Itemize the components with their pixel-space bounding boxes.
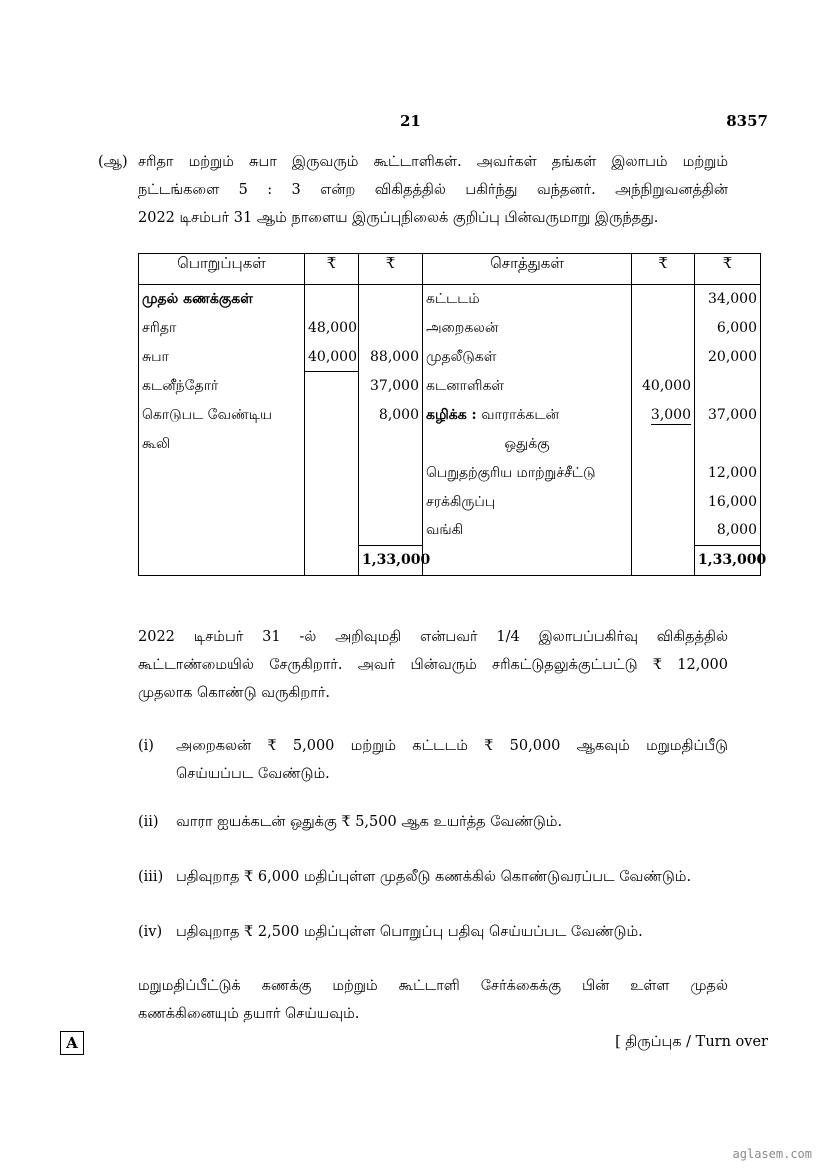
table-row	[139, 401, 761, 430]
adjustment-line: செய்யப்பட வேண்டும்.	[176, 766, 330, 782]
adjustment-line: வாரா ஐயக்கடன் ஒதுக்கு ₹ 5,500 ஆக உயர்த்த வேண்டும்.	[176, 814, 563, 830]
liability-amount: 88,000	[359, 343, 423, 372]
asset-amount: 40,000	[632, 372, 695, 401]
liability-amount: 8,000	[359, 401, 423, 430]
page-number: 21	[400, 112, 421, 130]
adjustment-label: (i)	[138, 738, 154, 754]
table-row	[139, 285, 761, 314]
asset-label	[423, 401, 632, 430]
liability-amount: 37,000	[359, 372, 423, 401]
liability-amount: 40,000	[305, 343, 359, 372]
admission-line: முதலாக கொண்டு வருகிறார்.	[138, 685, 331, 701]
instruction-line: கணக்கினையும் தயார் செய்யவும்.	[138, 1006, 360, 1022]
adjustment-line: பதிவுறாத ₹ 2,500 மதிப்புள்ள பொறுப்பு பதிவு செய்யப்பட வேண்டும்.	[176, 924, 643, 940]
asset-amount: 20,000	[695, 343, 761, 372]
turn-over-note: [ திருப்புக / Turn over	[615, 1034, 768, 1050]
bad-debts-amount: 3,000	[650, 407, 691, 424]
asset-amount: 16,000	[695, 488, 761, 517]
asset-amount: 12,000	[695, 459, 761, 488]
liability-label: கூலி	[139, 430, 305, 459]
asset-label: அறைகலன்	[423, 314, 632, 343]
asset-label: வங்கி	[423, 516, 632, 545]
assets-total: 1,33,000	[695, 546, 761, 576]
table-row	[139, 343, 761, 372]
adjustment-item	[138, 918, 728, 946]
admission-text	[138, 623, 728, 707]
series-box: A	[60, 1031, 84, 1055]
paper-code: 8357	[726, 112, 768, 130]
rupee-header: ₹	[305, 254, 359, 285]
question-line: 2022 டிசம்பர் 31 ஆம் நாளைய இருப்புநிலைக் குறிப்பு பின்வருமாறு இருந்தது.	[138, 210, 659, 226]
capital-heading: முதல் கணக்குகள்	[139, 285, 305, 314]
asset-label: ஒதுக்கு	[423, 430, 632, 459]
table-row	[139, 516, 761, 545]
adjustment-item	[138, 863, 728, 891]
liabilities-total: 1,33,000	[359, 546, 423, 576]
adjustment-item	[138, 808, 728, 836]
question-text	[138, 148, 728, 232]
question-line: சரிதா மற்றும் சுபா இருவரும் கூட்டாளிகள். அவர்கள் தங்கள் இலாபம் மற்றும்	[138, 154, 728, 170]
less-label: கழிக்க :	[426, 407, 477, 424]
adjustment-label: (ii)	[138, 814, 159, 830]
table-row	[139, 459, 761, 488]
asset-label: கடனாளிகள்	[423, 372, 632, 401]
table-header-row	[139, 254, 761, 285]
asset-label: கட்டடம்	[423, 285, 632, 314]
asset-amount	[632, 401, 695, 430]
bad-debts-label: வாராக்கடன்	[481, 407, 560, 424]
adjustment-label: (iii)	[138, 869, 164, 885]
table-row	[139, 314, 761, 343]
table-row	[139, 430, 761, 459]
admission-line: கூட்டாண்மையில் சேருகிறார். அவர் பின்வரும் சரிகட்டுதலுக்குட்பட்டு ₹ 12,000	[138, 657, 728, 673]
asset-label: முதலீடுகள்	[423, 343, 632, 372]
asset-amount: 8,000	[695, 516, 761, 545]
asset-label: சரக்கிருப்பு	[423, 488, 632, 517]
adjustment-label: (iv)	[138, 924, 163, 940]
liability-label: சரிதா	[139, 314, 305, 343]
question-line: நட்டங்களை 5 : 3 என்ற விகிதத்தில் பகிர்ந்து வந்தனர். அந்நிறுவனத்தின்	[138, 182, 728, 198]
instruction-line: மறுமதிப்பீட்டுக் கணக்கு மற்றும் கூட்டாளி சேர்க்கைக்கு பின் உள்ள முதல்	[138, 978, 728, 994]
asset-amount: 6,000	[695, 314, 761, 343]
adjustment-line: பதிவுறாத ₹ 6,000 மதிப்புள்ள முதலீடு கணக்கில் கொண்டுவரப்பட வேண்டும்.	[176, 869, 692, 885]
table-row	[139, 488, 761, 517]
balance-sheet-table	[138, 253, 767, 576]
rupee-header: ₹	[632, 254, 695, 285]
asset-amount: 37,000	[695, 401, 761, 430]
question-label: (ஆ)	[98, 154, 128, 170]
admission-line: 2022 டிசம்பர் 31 -ல் அறிவுமதி என்பவர் 1/4 இலாபப்பகிர்வு விகிதத்தில்	[138, 629, 728, 645]
total-row	[139, 546, 761, 576]
liability-label: கடனீந்தோர்	[139, 372, 305, 401]
adjustment-item	[138, 732, 728, 788]
liability-label: சுபா	[139, 343, 305, 372]
adjustment-line: அறைகலன் ₹ 5,000 மற்றும் கட்டடம் ₹ 50,000 ஆகவும் மறுமதிப்பீடு	[176, 738, 728, 754]
rupee-header: ₹	[359, 254, 423, 285]
liabilities-header: பொறுப்புகள்	[139, 254, 305, 285]
assets-header: சொத்துகள்	[423, 254, 632, 285]
liability-label: கொடுபட வேண்டிய	[139, 401, 305, 430]
instruction-text	[138, 972, 728, 1028]
rupee-header: ₹	[695, 254, 761, 285]
asset-amount: 34,000	[695, 285, 761, 314]
asset-label: பெறுதற்குரிய மாற்றுச்சீட்டு	[423, 459, 632, 488]
watermark: aglasem.com	[732, 1147, 812, 1161]
table-row	[139, 372, 761, 401]
liability-amount: 48,000	[305, 314, 359, 343]
